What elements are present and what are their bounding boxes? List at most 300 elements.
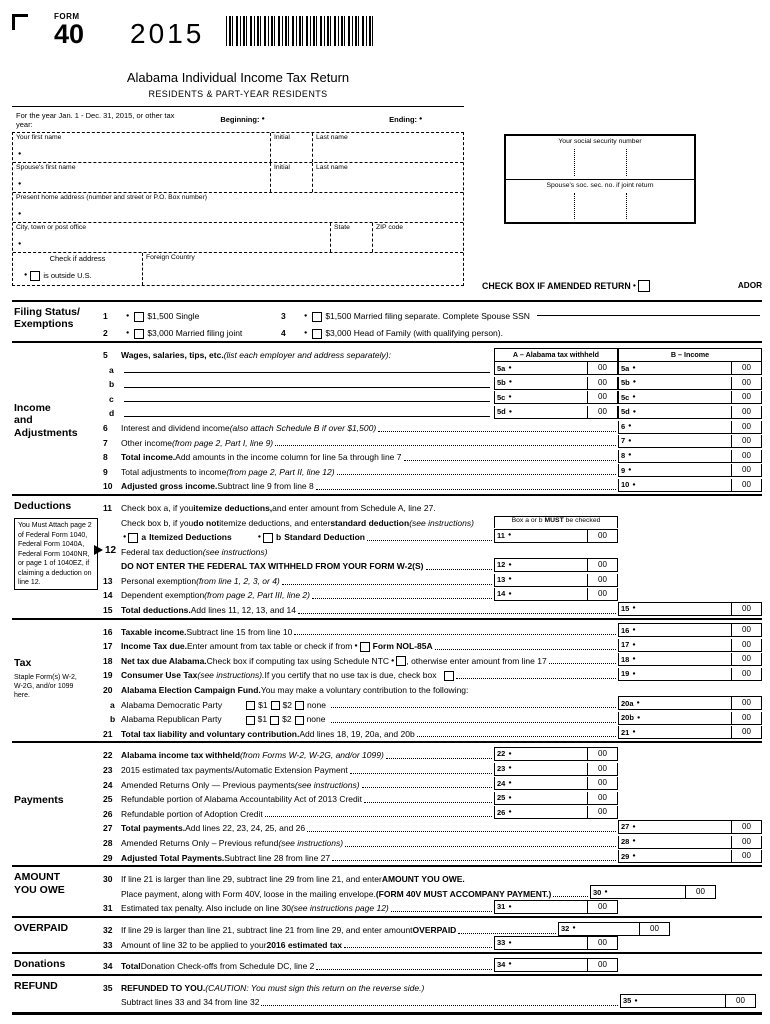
line-12-label: Federal tax deduction	[121, 546, 203, 557]
dotted-leader	[386, 758, 492, 759]
line-21-amount-field[interactable]	[618, 726, 762, 739]
line-5d-income-field[interactable]	[618, 406, 762, 419]
option-number: 2	[103, 328, 108, 339]
row-letter: b	[110, 714, 116, 725]
cents-cell: 00	[587, 530, 617, 542]
form-number: 40	[54, 19, 85, 49]
line-11-checkbox-row	[103, 528, 762, 543]
line-33-amount-field[interactable]	[494, 936, 618, 950]
line-13-label-italic: (from line 1, 2, 3, or 4)	[196, 575, 280, 586]
line-8-label: Add amounts in the income column for line 5a through line 7	[175, 452, 402, 463]
box-ref: 5a	[497, 363, 506, 373]
box-ref: 5c	[621, 392, 630, 402]
cents-cell: 00	[731, 406, 761, 418]
line-19-row	[103, 666, 762, 681]
target-dot	[126, 311, 129, 322]
your-first-name-field[interactable]	[13, 133, 271, 162]
line-20a-amount-field[interactable]	[618, 696, 762, 710]
line-7-amount-field[interactable]	[618, 435, 762, 448]
line-12-text-row	[103, 543, 762, 558]
head-of-family-checkbox[interactable]	[312, 329, 322, 339]
democratic-2-dollar-checkbox[interactable]	[271, 701, 280, 710]
box-ref: 21	[621, 727, 630, 737]
line-5a-withholding-field[interactable]	[494, 361, 618, 375]
target-dot	[604, 887, 607, 898]
target-dot	[508, 902, 511, 913]
cents-cell: 00	[725, 995, 755, 1007]
outside-us-label-2: is outside U.S.	[43, 271, 92, 281]
box-ref: 30	[593, 887, 602, 897]
none-label: none	[306, 714, 326, 725]
line-20a-row	[103, 696, 762, 711]
target-dot	[508, 574, 511, 585]
line-15-amount-field[interactable]	[618, 602, 762, 616]
last-name-label: Last name	[316, 134, 348, 142]
line-5a-income-field[interactable]	[618, 361, 762, 375]
city-field[interactable]	[13, 223, 331, 252]
cents-cell: 00	[731, 464, 761, 476]
tax-section	[12, 618, 762, 742]
line-5c-income-field[interactable]	[618, 391, 762, 404]
line-32-amount-field[interactable]	[558, 922, 670, 936]
line-number: 12	[105, 544, 117, 556]
line-22-label-italic: (from Forms W-2, W-2G, and/or 1099)	[240, 750, 384, 761]
line-5b-withholding-field[interactable]	[494, 377, 618, 390]
your-last-name-field[interactable]	[313, 133, 463, 162]
dotted-leader	[456, 678, 616, 679]
target-dot	[508, 392, 511, 403]
one-dollar-label: $1	[258, 699, 268, 710]
line-23-row	[103, 761, 762, 776]
line-number: 8	[103, 452, 108, 463]
one-dollar-label: $1	[257, 714, 268, 725]
line-30-payment-label: Place payment, along with Form 40V, loose in the mailing envelope.	[121, 888, 376, 899]
line-20-row	[103, 681, 762, 696]
line-22-amount-field[interactable]	[494, 747, 618, 761]
republican-1-dollar-checkbox[interactable]	[246, 716, 255, 725]
cents-cell: 00	[587, 777, 617, 789]
line-14-row	[103, 587, 762, 602]
line-34-label: Donation Check-offs from Schedule DC, line 2	[140, 961, 315, 972]
line-11-amount-field[interactable]	[494, 529, 618, 543]
line-25-amount-field[interactable]	[494, 792, 618, 805]
line-21-label-bold: Total tax liability and voluntary contribution.	[121, 728, 300, 739]
line-10-label-bold: Adjusted gross income.	[121, 481, 218, 492]
cents-cell: 00	[731, 624, 761, 636]
spouse-name-row	[13, 163, 463, 193]
line-11-label-bold: itemize deductions,	[193, 502, 273, 513]
married-separate-label: $1,500 Married filing separate. Complete Spouse SSN	[325, 311, 530, 322]
deductions-title: Deductions	[14, 499, 72, 512]
box-ref: 16	[621, 625, 630, 635]
line-10-label: Subtract line 9 from line 8	[217, 481, 314, 492]
spouse-first-name-label: Spouse's first name	[16, 164, 76, 172]
none-label: none	[307, 699, 326, 710]
line-8-amount-field[interactable]	[618, 450, 762, 463]
line-number: 10	[103, 481, 113, 492]
line-24-label: Amended Returns Only — Previous payments	[121, 779, 295, 790]
box-ref: 19	[621, 669, 630, 679]
box-ref: 5b	[497, 378, 506, 388]
outside-us-checkbox[interactable]	[30, 271, 40, 281]
line-number: 29	[103, 852, 113, 863]
single-checkbox[interactable]	[134, 312, 144, 322]
your-first-name-label: Your first name	[16, 134, 62, 142]
box-ref: 20b	[621, 713, 634, 723]
line-number: 18	[103, 655, 113, 666]
republican-2-dollar-checkbox[interactable]	[270, 716, 279, 725]
target-dot	[508, 793, 511, 804]
overpaid-section	[12, 916, 762, 952]
ssn-divider	[626, 193, 627, 219]
filing-status-option-1	[103, 311, 281, 322]
overpaid-title: OVERPAID	[14, 921, 69, 934]
box-ref: 12	[497, 560, 506, 570]
ador-mark: ADOR	[737, 280, 762, 290]
line-number: 32	[103, 924, 113, 935]
amended-return-row	[482, 280, 762, 292]
line-number: 19	[103, 670, 113, 681]
line-24-row	[103, 776, 762, 791]
box-ref: 22	[497, 749, 506, 759]
target-dot	[632, 480, 635, 491]
spouse-first-name-field[interactable]	[13, 163, 271, 192]
box-ref: 33	[497, 938, 506, 948]
target-dot	[126, 328, 129, 339]
box-ref: 28	[621, 836, 630, 846]
filing-status-heading	[12, 305, 100, 339]
dotted-leader	[275, 445, 616, 446]
target-dot	[628, 436, 631, 447]
box-ref: 35	[623, 996, 632, 1006]
top-region	[12, 8, 762, 300]
line-11-label: itemize deductions, and enter	[219, 517, 331, 528]
two-dollar-label: $2	[282, 714, 292, 725]
line-22-row	[103, 746, 762, 761]
row-letter: a	[109, 364, 114, 375]
target-dot	[632, 836, 635, 847]
row-letter: d	[109, 408, 115, 419]
line-14-label: Dependent exemption	[121, 590, 205, 601]
standard-deduction-label: Standard Deduction	[284, 532, 366, 543]
line-25-row	[103, 790, 762, 805]
box-ref: 32	[561, 923, 570, 933]
line-24-label-italic: (see instructions)	[294, 779, 360, 790]
line-14-label-italic: (from page 2, Part III, line 2)	[204, 590, 310, 601]
line-35-text-row	[103, 979, 762, 994]
line-26-amount-field[interactable]	[494, 806, 618, 819]
no-use-tax-checkbox[interactable]	[444, 671, 454, 681]
option-number: 1	[103, 311, 108, 322]
zip-field[interactable]	[373, 223, 463, 252]
overpaid-heading	[12, 921, 100, 950]
dotted-leader	[391, 911, 492, 912]
box-b-letter: b	[276, 532, 282, 543]
income-heading	[12, 346, 100, 492]
line-5-label: Wages, salaries, tips, etc.	[121, 349, 224, 360]
line-28-label-italic: (see instructions)	[278, 837, 344, 848]
ssn-divider	[574, 193, 575, 219]
box-ref: 24	[497, 778, 506, 788]
line-23-amount-field[interactable]	[494, 763, 618, 776]
line-16-amount-field[interactable]	[618, 623, 762, 637]
box-ref: 6	[621, 421, 626, 431]
line-11-label-bold: do not	[193, 517, 220, 528]
line-number: 5	[103, 349, 108, 360]
employer-input[interactable]	[124, 387, 490, 388]
line-5c-withholding-field[interactable]	[494, 391, 618, 404]
line-9-row	[103, 463, 762, 478]
box-ref: 13	[497, 574, 506, 584]
income-title-2: and	[14, 414, 33, 427]
corner-mark-icon	[12, 14, 28, 30]
line-9-label-italic: (from page 2, Part II, line 12)	[226, 466, 335, 477]
spouse-ssn-input[interactable]	[537, 315, 760, 316]
line-8-row	[103, 448, 762, 463]
income-title-1: Income	[14, 402, 51, 414]
dotted-leader	[345, 846, 616, 847]
line-5d-withholding-field[interactable]	[494, 406, 618, 419]
line-11-label: and enter amount from Schedule A, line 27.	[272, 502, 436, 513]
line-number: 21	[103, 728, 113, 739]
ssn-box	[504, 134, 696, 224]
target-dot	[632, 654, 635, 665]
line-17-label-bold: Income Tax due.	[121, 641, 187, 652]
column-a-header: A – Alabama tax withheld	[494, 348, 618, 361]
deductions-heading	[12, 499, 100, 616]
line-31-row	[103, 899, 762, 914]
line-9-label: Total adjustments to income	[121, 466, 227, 477]
box-ref: 5d	[621, 407, 630, 417]
column-b-header: B – Income	[618, 348, 762, 361]
cents-cell: 00	[731, 639, 761, 651]
box-ref: 26	[497, 807, 506, 817]
line-30-label-bold: AMOUNT YOU OWE.	[381, 874, 465, 885]
nol-85a-checkbox[interactable]	[360, 642, 370, 652]
target-dot	[123, 532, 126, 543]
line-number: 22	[103, 750, 113, 761]
line-22-label-bold: Alabama income tax withheld	[121, 750, 241, 761]
line-18-label-bold: Net tax due Alabama.	[121, 655, 207, 666]
dotted-leader	[367, 540, 492, 541]
target-dot	[628, 465, 631, 476]
married-joint-checkbox[interactable]	[134, 329, 144, 339]
cents-cell: 00	[587, 792, 617, 804]
dotted-leader	[458, 933, 556, 934]
line-16-row	[103, 623, 762, 638]
form-label: FORM	[54, 12, 80, 21]
spouse-last-name-field[interactable]	[313, 163, 463, 192]
employer-input[interactable]	[124, 372, 490, 373]
line-10-row	[103, 477, 762, 492]
cents-cell: 00	[587, 588, 617, 600]
dotted-leader	[307, 831, 616, 832]
name-address-block	[12, 132, 464, 286]
line-18-row	[103, 652, 762, 667]
line-5d-row	[103, 404, 762, 419]
itemized-deductions-checkbox[interactable]	[128, 533, 138, 543]
line-number: 7	[103, 437, 108, 448]
line-31-label-italic: (see instructions page 12)	[290, 903, 389, 914]
owe-title-1: AMOUNT	[14, 871, 61, 884]
standard-deduction-checkbox[interactable]	[263, 533, 273, 543]
target-dot	[632, 822, 635, 833]
itemized-deductions-label: Itemized Deductions	[149, 532, 232, 543]
box-ref: 10	[621, 480, 630, 490]
line-8-label-bold: Total income.	[121, 452, 176, 463]
line-29-label: Subtract line 28 from line 27	[224, 852, 331, 863]
spouse-ssn-field[interactable]	[506, 179, 694, 222]
schedule-ntc-checkbox[interactable]	[396, 656, 406, 666]
box-ref: 5c	[497, 392, 506, 402]
line-11-label: Check box b, if you	[121, 517, 194, 528]
target-dot	[632, 392, 635, 403]
line-17-amount-field[interactable]	[618, 639, 762, 652]
target-dot	[508, 363, 511, 374]
target-dot	[572, 923, 575, 934]
line-31-amount-field[interactable]	[494, 900, 618, 914]
target-dot	[18, 209, 21, 220]
form-title: Alabama Individual Income Tax Return	[126, 70, 350, 85]
cents-cell: 00	[731, 653, 761, 665]
cents-cell: 00	[587, 406, 617, 418]
line-13-label: Personal exemption	[121, 575, 197, 586]
home-address-field[interactable]	[13, 193, 463, 222]
cents-cell: 00	[731, 421, 761, 433]
spouse-initial-field[interactable]	[271, 163, 313, 192]
outside-us-label-1: Check if address	[49, 254, 106, 264]
row-letter: c	[109, 393, 114, 404]
cents-cell: 00	[587, 362, 617, 374]
cents-cell: 00	[731, 603, 761, 615]
initial-label: Initial	[274, 164, 290, 172]
box-ref: 34	[497, 960, 506, 970]
line-6-label-italic: (also attach Schedule B if over $1,500)	[229, 422, 377, 433]
employer-input[interactable]	[124, 416, 490, 417]
line-7-row	[103, 434, 762, 449]
line-35-amount-row	[103, 993, 762, 1008]
line-34-amount-field[interactable]	[494, 958, 618, 972]
republican-none-checkbox[interactable]	[295, 716, 304, 725]
target-dot	[508, 778, 511, 789]
line-24-amount-field[interactable]	[494, 777, 618, 790]
box-a-or-b-note: Box a or b MUST be checked	[494, 516, 618, 528]
outside-us-cell	[13, 253, 143, 285]
state-field[interactable]	[331, 223, 373, 252]
tax-title: Tax	[14, 656, 32, 669]
cents-cell: 00	[587, 901, 617, 913]
cents-cell: 00	[731, 726, 761, 738]
target-dot	[633, 281, 636, 292]
form-id	[54, 12, 84, 48]
line-35-label: Subtract lines 33 and 34 from line 32	[121, 997, 260, 1008]
refund-heading	[12, 979, 100, 1008]
democratic-none-checkbox[interactable]	[295, 701, 304, 710]
last-name-label: Last name	[316, 164, 348, 172]
payments-title: Payments	[14, 794, 64, 807]
income-section	[12, 341, 762, 494]
ssn-divider	[574, 149, 575, 176]
line-number: 28	[103, 837, 113, 848]
line-10-amount-field[interactable]	[618, 479, 762, 492]
line-29-amount-field[interactable]	[618, 850, 762, 863]
line-12-amount-field[interactable]	[494, 558, 618, 572]
line-35-amount-field[interactable]	[620, 994, 756, 1008]
married-separate-checkbox[interactable]	[312, 312, 322, 322]
target-dot	[258, 532, 261, 543]
your-ssn-field[interactable]	[506, 136, 694, 179]
amended-return-label: CHECK BOX IF AMENDED RETURN	[482, 280, 631, 291]
target-dot	[18, 239, 21, 250]
line-number: 35	[103, 982, 113, 993]
line-23-label: 2015 estimated tax payments/Automatic Extension Payment	[121, 765, 348, 775]
line-30-amount-field[interactable]	[590, 885, 716, 899]
line-number: 15	[103, 605, 113, 616]
line-17-row	[103, 637, 762, 652]
line-20b-row	[103, 710, 762, 725]
line-6-amount-field[interactable]	[618, 421, 762, 434]
dotted-leader	[298, 613, 616, 614]
state-label: State	[334, 224, 350, 232]
head-of-family-label: $3,000 Head of Family (with qualifying person).	[325, 328, 503, 339]
line-27-label: Add lines 22, 23, 24, 25, and 26	[185, 823, 306, 834]
republican-party-label: Alabama Republican Party	[121, 714, 222, 725]
line-13-amount-field[interactable]	[494, 574, 618, 587]
employer-input[interactable]	[124, 401, 490, 402]
dotted-leader	[337, 474, 616, 475]
cents-cell: 00	[731, 362, 761, 374]
line-28-amount-field[interactable]	[618, 836, 762, 849]
target-dot	[632, 727, 635, 738]
line-14-amount-field[interactable]	[494, 588, 618, 601]
line-5-label-italic: (list each employer and address separately):	[223, 349, 391, 360]
line-20b-amount-field[interactable]	[618, 712, 762, 725]
line-number: 33	[103, 939, 113, 950]
democratic-1-dollar-checkbox[interactable]	[246, 701, 255, 710]
line-18-label: Check box if computing tax using Schedule NTC	[206, 655, 390, 666]
box-ref: 31	[497, 902, 506, 912]
option-number: 4	[281, 328, 286, 339]
box-ref: 23	[497, 763, 506, 773]
amended-return-checkbox[interactable]	[638, 280, 650, 292]
your-ssn-label: Your social security number	[558, 138, 642, 145]
cents-cell: 00	[731, 435, 761, 447]
line-19-amount-field[interactable]	[618, 668, 762, 681]
line-18-amount-field[interactable]	[618, 653, 762, 666]
foreign-country-label: Foreign Country	[146, 254, 195, 262]
line-27-amount-field[interactable]	[618, 820, 762, 834]
target-dot	[628, 450, 631, 461]
line-5b-income-field[interactable]	[618, 377, 762, 390]
your-initial-field[interactable]	[271, 133, 313, 162]
target-dot	[633, 377, 636, 388]
target-dot	[632, 851, 635, 862]
amount-you-owe-section	[12, 865, 762, 916]
target-dot	[304, 328, 307, 339]
deductions-section	[12, 494, 762, 618]
foreign-country-field[interactable]	[143, 253, 463, 285]
cents-cell: 00	[731, 391, 761, 403]
target-dot	[391, 656, 394, 667]
line-7-label: Other income	[121, 437, 173, 448]
dotted-leader	[426, 569, 492, 570]
header	[12, 8, 762, 70]
line-number: 30	[103, 874, 113, 885]
cents-cell: 00	[587, 559, 617, 571]
two-dollar-label: $2	[282, 699, 293, 710]
barcode	[226, 16, 376, 46]
line-9-amount-field[interactable]	[618, 464, 762, 477]
